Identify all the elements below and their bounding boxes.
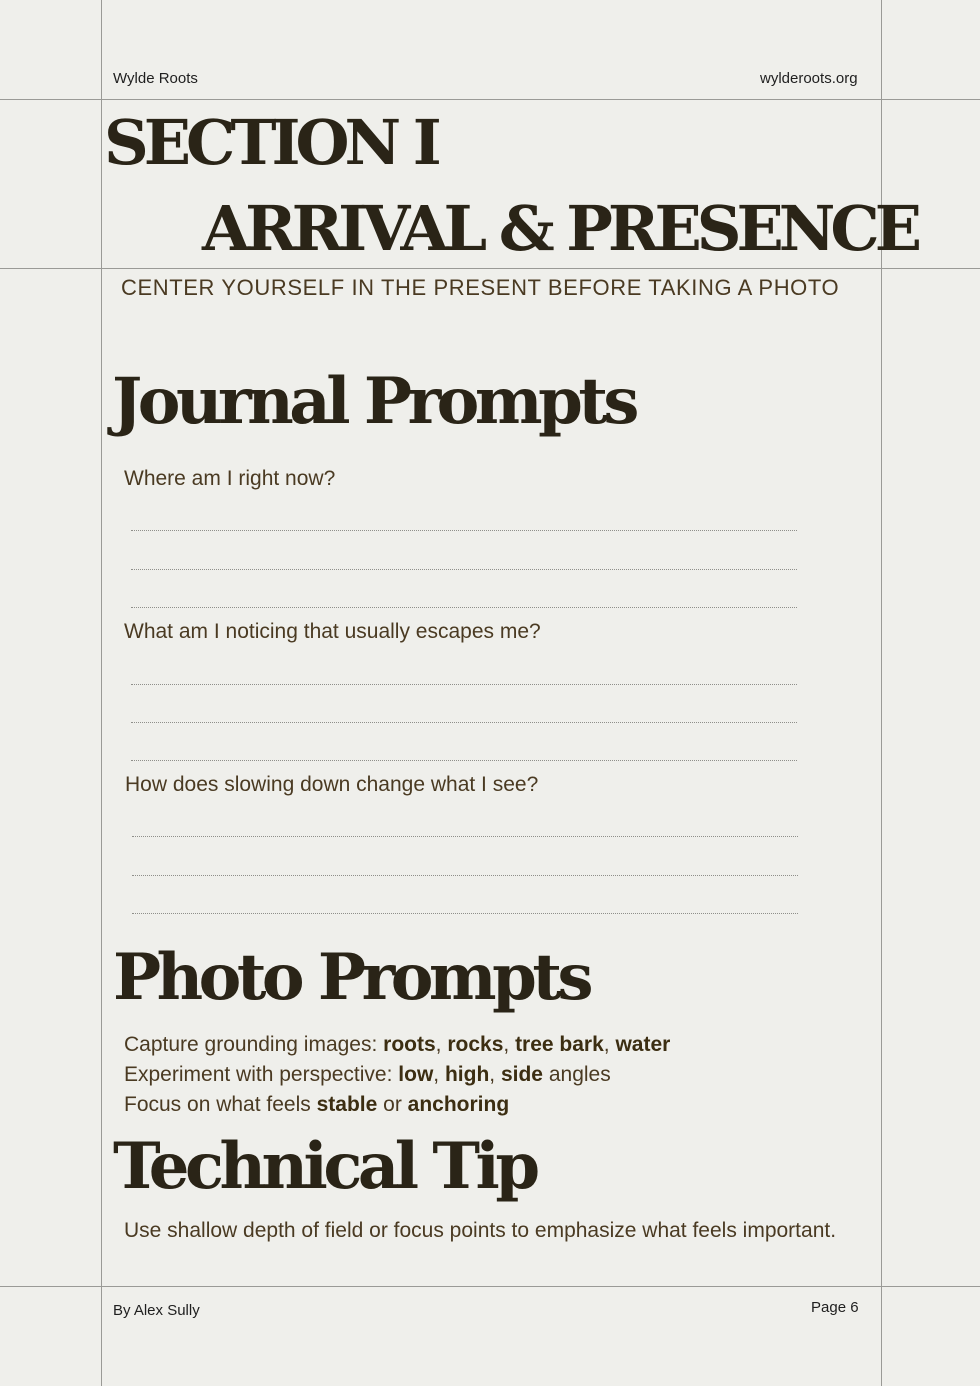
header-rule <box>0 99 980 100</box>
writing-line <box>131 569 797 570</box>
tip-heading: Technical Tip <box>113 1129 536 1204</box>
journal-prompt: How does slowing down change what I see? <box>125 773 539 796</box>
text: , <box>433 1063 445 1086</box>
section-title: ARRIVAL & PRESENCE <box>202 192 918 265</box>
journal-heading: Journal Prompts <box>112 364 635 439</box>
text: , <box>435 1033 448 1056</box>
journal-prompt: Where am I right now? <box>124 467 336 490</box>
photo-prompt-grounding <box>124 1030 670 1060</box>
text: Experiment with perspective: <box>124 1063 399 1086</box>
writing-line <box>132 913 798 914</box>
author-credit: By Alex Sully <box>113 1302 200 1319</box>
emphasis: tree bark <box>515 1033 604 1056</box>
text: angles <box>543 1063 611 1086</box>
writing-line <box>132 836 798 837</box>
emphasis: water <box>615 1033 671 1056</box>
writing-line <box>131 530 797 531</box>
writing-line <box>131 684 797 685</box>
brand-name: Wylde Roots <box>113 70 198 87</box>
section-subtitle: CENTER YOURSELF IN THE PRESENT BEFORE TAKING A PHOTO <box>121 275 840 300</box>
tip-text: Use shallow depth of field or focus points to emphasize what feels important. <box>124 1219 837 1242</box>
photo-prompt-perspective <box>124 1060 611 1090</box>
text: , <box>503 1033 516 1056</box>
section-label: SECTION I <box>104 106 437 179</box>
writing-line <box>131 760 797 761</box>
emphasis: low <box>398 1063 434 1086</box>
page-number: Page 6 <box>811 1299 859 1316</box>
emphasis: roots <box>383 1033 436 1056</box>
journal-prompt: What am I noticing that usually escapes me? <box>124 620 541 643</box>
section-rule <box>0 268 980 269</box>
writing-line <box>131 722 797 723</box>
site-url: wylderoots.org <box>760 70 858 87</box>
emphasis: rocks <box>447 1033 504 1056</box>
emphasis: stable <box>316 1093 378 1116</box>
photo-heading: Photo Prompts <box>113 940 589 1015</box>
writing-line <box>131 607 797 608</box>
footer-rule <box>0 1286 980 1287</box>
photo-prompt-focus <box>124 1090 509 1120</box>
text: Focus on what feels <box>124 1093 317 1116</box>
text: or <box>377 1093 408 1116</box>
emphasis: high <box>444 1063 490 1086</box>
margin-line-left <box>101 0 102 1386</box>
text: , <box>489 1063 501 1086</box>
emphasis: side <box>500 1063 543 1086</box>
emphasis: anchoring <box>407 1093 510 1116</box>
writing-line <box>132 875 798 876</box>
text: , <box>603 1033 616 1056</box>
text: Capture grounding images: <box>124 1033 384 1056</box>
